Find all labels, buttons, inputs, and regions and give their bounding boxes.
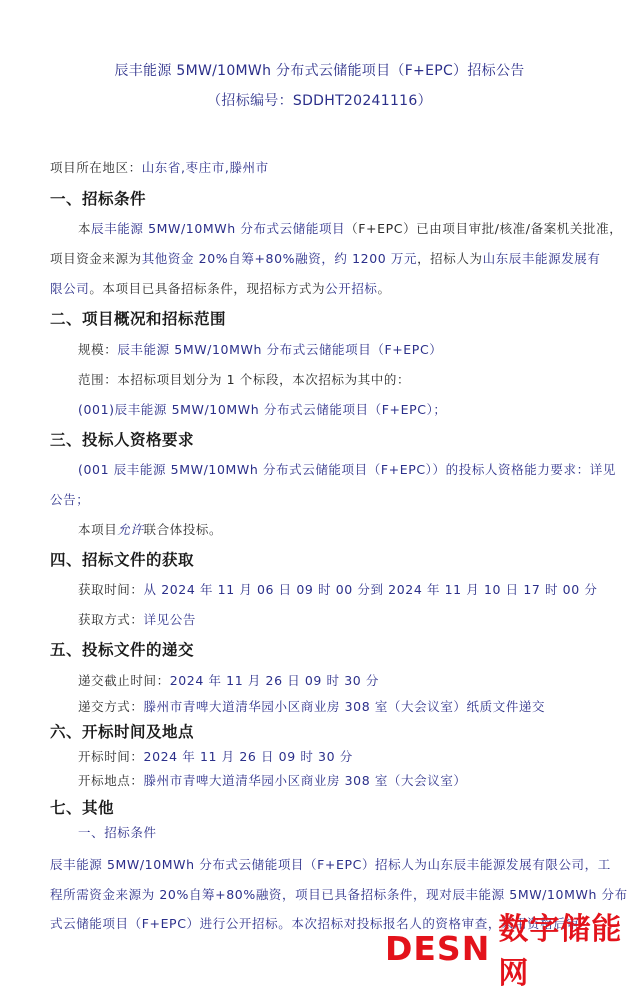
text-value: 2024 年 11 月 26 日 09 时 30 分 [143, 749, 353, 764]
text-value: 辰丰能源 5MW/10MWh 分布式云储能项目（F+EPC）招标人为山东辰丰能源发展有限公司，工 [50, 857, 611, 872]
text-value: 滕州市青啤大道清华园小区商业房 308 室（大会议室）纸质文件递交 [143, 699, 546, 714]
text: ，招标人为 [417, 251, 483, 266]
text-value: 其他资金 20%自筹+80%融资，约 1200 万元 [141, 251, 418, 266]
text: 获取时间： [78, 582, 144, 597]
other-line-1 [50, 855, 611, 873]
text-value: 辰丰能源 5MW/10MWh 分布式云储能项目 [91, 221, 346, 236]
section-3-line-2 [50, 490, 89, 508]
text-value: 允许 [117, 522, 144, 537]
text: 。本项目已具备招标条件，现招标方式为 [89, 281, 326, 296]
text: 递交方式： [78, 699, 144, 714]
other-line-2 [50, 885, 628, 903]
section-1-line-2 [50, 249, 601, 267]
section-3-line-3 [78, 520, 222, 538]
section-2-line-1 [78, 340, 442, 358]
text: 本项目 [78, 522, 118, 537]
text-value: 辰丰能源 5MW/10MWh 分布式云储能项目（F+EPC） [117, 342, 443, 357]
region-label: 项目所在地区： [50, 160, 142, 175]
text-value: 公告； [50, 492, 90, 507]
text-value: 详见公告 [143, 612, 196, 627]
section-heading-1: 一、招标条件 [50, 190, 147, 208]
text: 本 [78, 221, 92, 236]
text-value: 从 2024 年 11 月 06 日 09 时 00 分到 2024 年 11 月 10 日 17 时 00 分 [143, 582, 598, 597]
region-value: 山东省,枣庄市,滕州市 [141, 160, 269, 175]
text-value: 山东辰丰能源发展有 [482, 251, 601, 266]
project-region [50, 158, 269, 176]
text: 规模： [78, 342, 118, 357]
desn-watermark-logo [385, 912, 639, 991]
text-value: 程所需资金来源为 20%自筹+80%融资，项目已具备招标条件，现对辰丰能源 5MW/10MWh 分布 [50, 887, 628, 902]
text-value: 一、招标条件 [78, 825, 157, 840]
text-value: 式云储能项目（F+EPC）进行公开招标。本次招标对投标报名人的资格审查，采用资格后审 [50, 916, 580, 931]
submission-method [78, 697, 545, 715]
text-value: (001 辰丰能源 5MW/10MWh 分布式云储能项目（F+EPC））的投标人资格能力要求：详见 [78, 462, 616, 477]
section-1-line-3 [50, 279, 391, 297]
submission-deadline [78, 671, 379, 689]
text-value: (001)辰丰能源 5MW/10MWh 分布式云储能项目（F+EPC）； [78, 402, 447, 417]
section-heading-4: 四、招标文件的获取 [50, 551, 195, 569]
acquisition-time [78, 580, 597, 598]
text: 开标地点： [78, 773, 144, 788]
logo-text-cn: 数字储能网 [498, 912, 623, 991]
text: 递交截止时间： [78, 673, 170, 688]
section-heading-3: 三、投标人资格要求 [50, 431, 195, 449]
section-2-line-3 [78, 400, 447, 418]
logo-text-en: DESN [385, 928, 491, 968]
section-heading-7: 七、其他 [50, 799, 115, 817]
document-title: 辰丰能源 5MW/10MWh 分布式云储能项目（F+EPC）招标公告 [114, 63, 525, 79]
tender-number: （招标编号：SDDHT20241116） [207, 93, 432, 109]
text: 。 [377, 281, 391, 296]
acquisition-method [78, 610, 196, 628]
section-2-line-2 [78, 370, 410, 388]
text: （F+EPC）已由项目审批/核准/备案机关批准， [345, 221, 623, 236]
text: 获取方式： [78, 612, 144, 627]
section-1-line-1 [78, 219, 622, 237]
section-3-line-1 [78, 460, 616, 478]
text: 项目资金来源为 [50, 251, 142, 266]
text: 开标时间： [78, 749, 144, 764]
section-heading-5: 五、投标文件的递交 [50, 641, 195, 659]
text-value: 公开招标 [325, 281, 378, 296]
text-value: 限公司 [50, 281, 90, 296]
text-value: 滕州市青啤大道清华园小区商业房 308 室（大会议室） [143, 773, 467, 788]
other-subheading [78, 823, 157, 841]
section-heading-2: 二、项目概况和招标范围 [50, 310, 227, 328]
opening-time [78, 747, 353, 765]
section-heading-6: 六、开标时间及地点 [50, 723, 195, 741]
text-value: 2024 年 11 月 26 日 09 时 30 分 [169, 673, 379, 688]
text: 范围：本招标项目划分为 1 个标段，本次招标为其中的： [78, 372, 411, 387]
text: 联合体投标。 [143, 522, 223, 537]
opening-location [78, 771, 467, 789]
